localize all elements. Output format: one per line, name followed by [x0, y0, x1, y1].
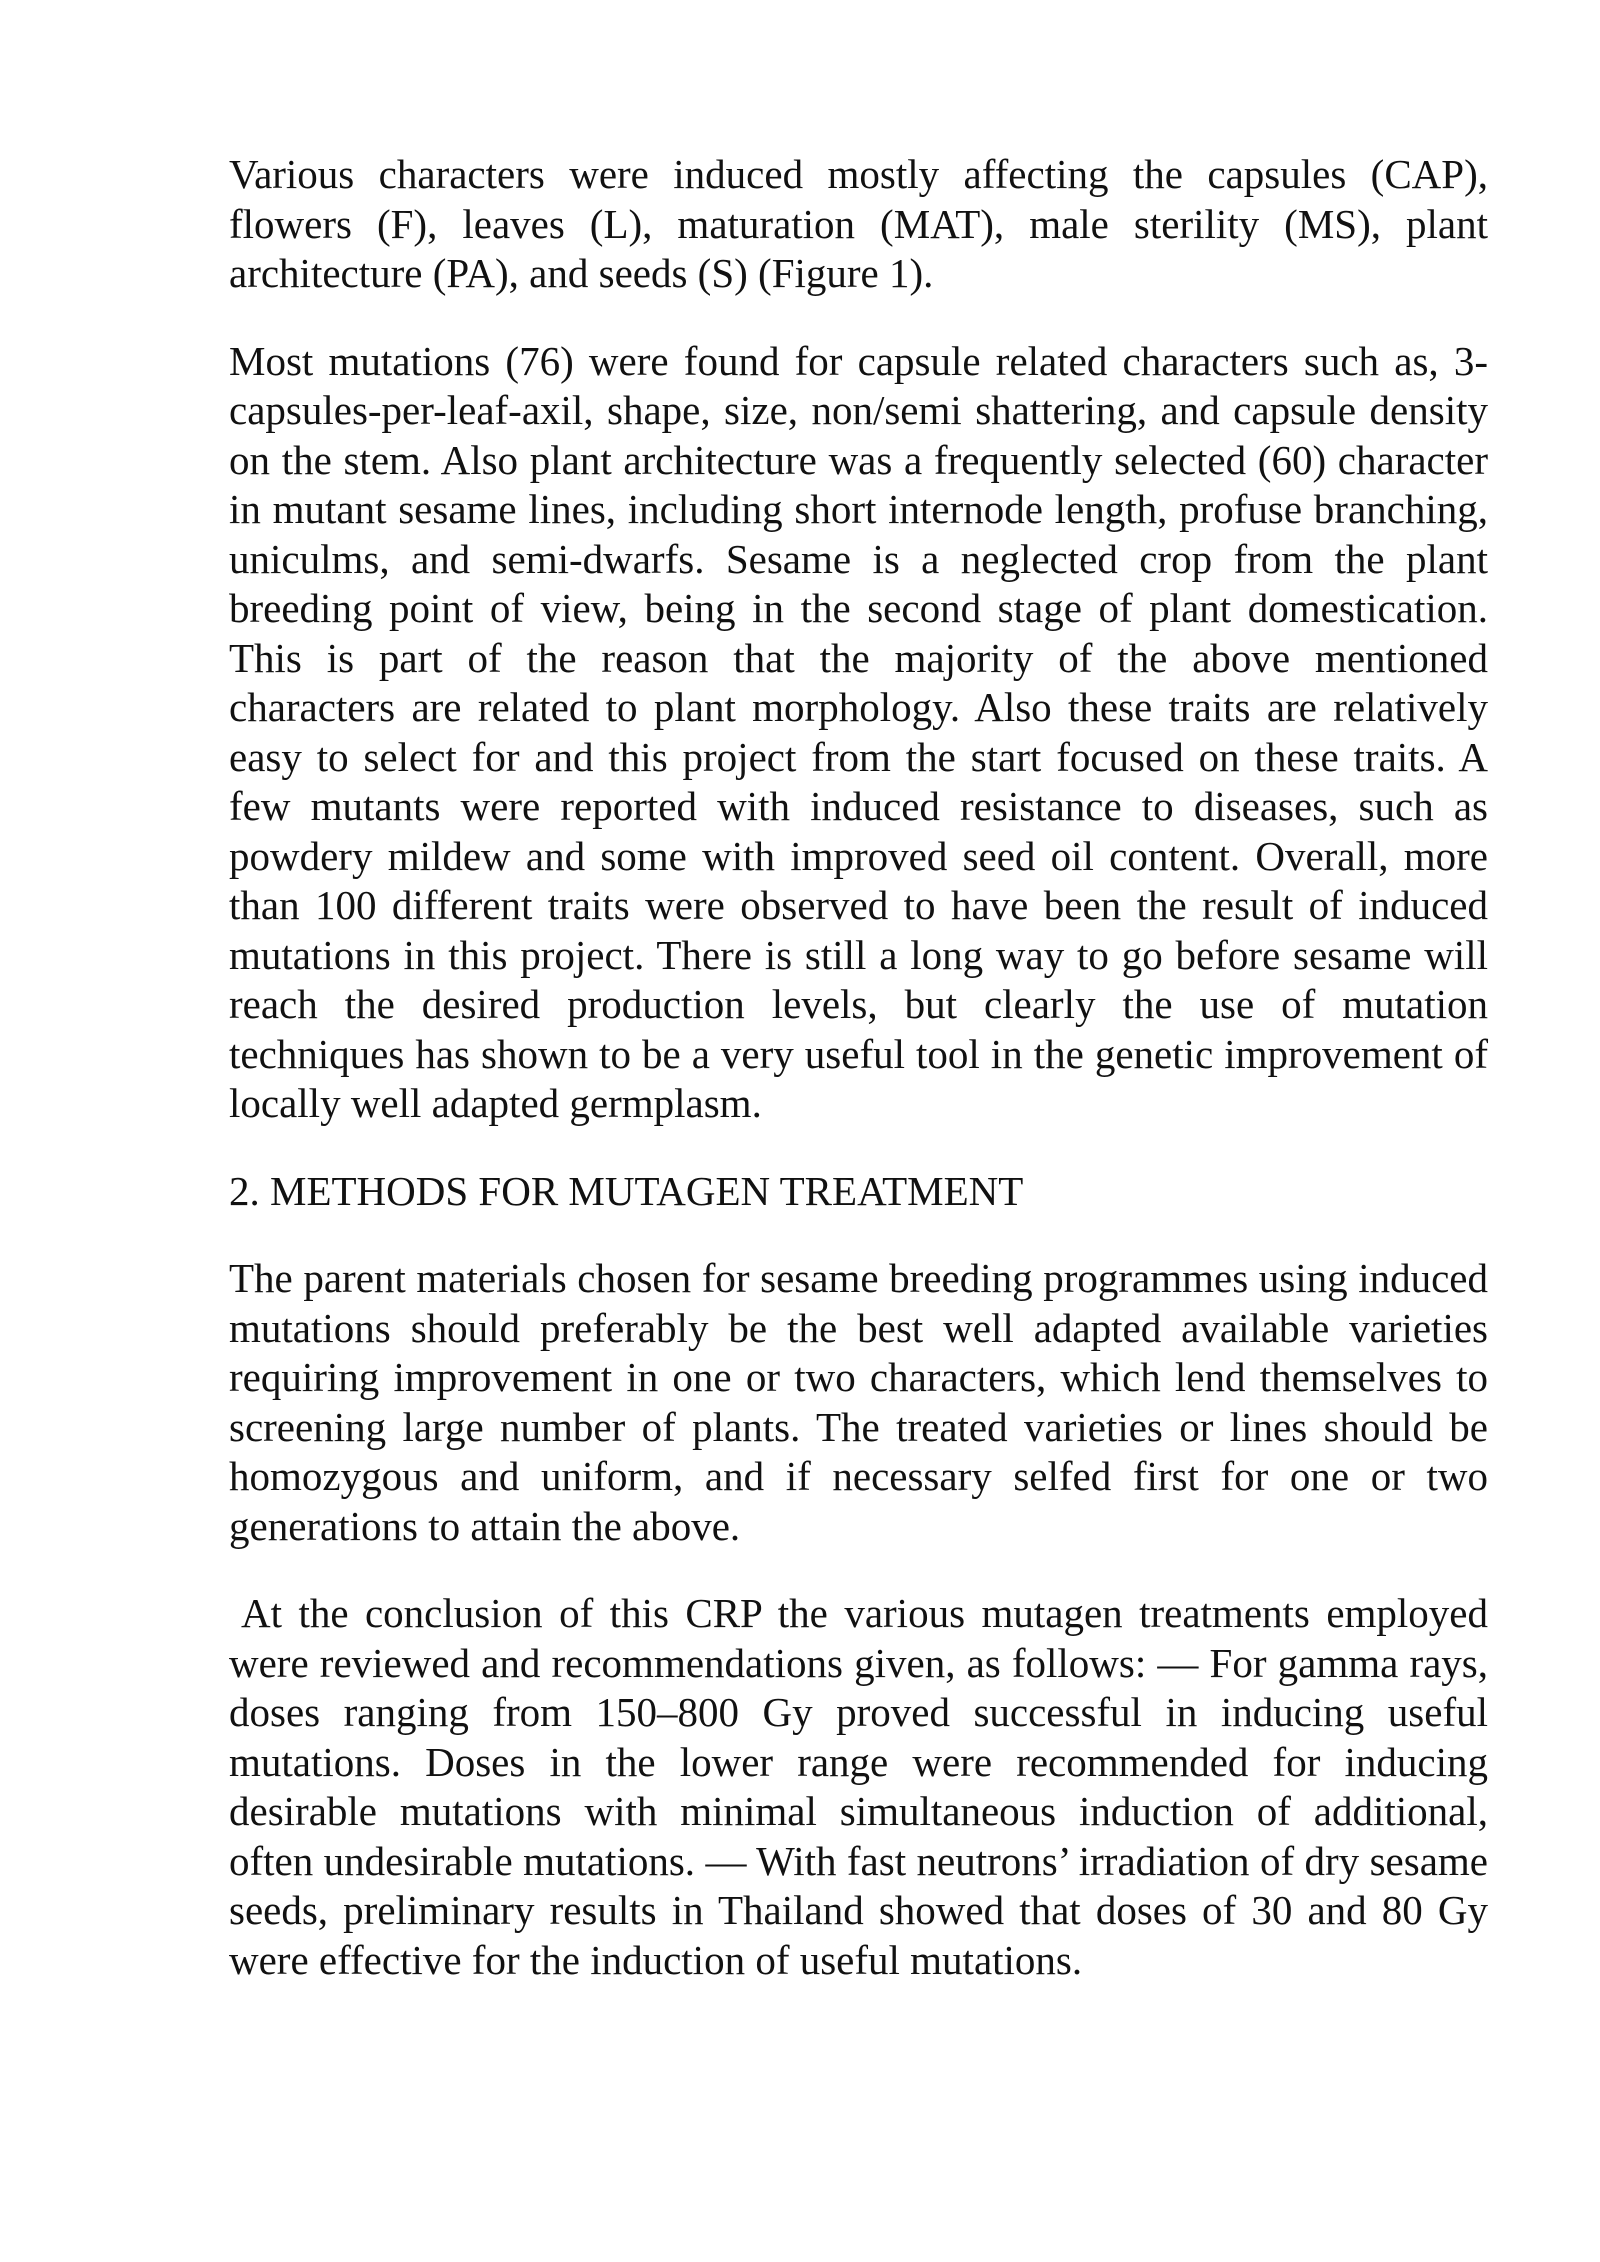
paragraph-mutation-results: Most mutations (76) were found for capsule related characters such as, 3-capsules-per-leaf-axil, shape, size, non/semi shattering, and capsule density on the stem. Also plant architecture was a frequently selected (60) character in mutant sesame lines, including short internode length, profuse branching, uniculms, and semi-dwarfs. Sesame is a neglected crop from the plant breeding point of view, being in the second stage of plant domestication. This is part of the reason that the majority of the above mentioned characters are related to plant morphology. Also these traits are relatively easy to select for and this project from the start focused on these traits. A few mutants were reported with induced resistance to diseases, such as powdery mildew and some with improved seed oil content. Overall, more than 100 different traits were observed to have been the result of induced mutations in this project. There is still a long way to go before sesame will reach the desired production levels, but clearly the use of mutation techniques has shown to be a very useful tool in the genetic improvement of locally well adapted germplasm.	[229, 337, 1488, 1126]
paragraph-parent-materials: The parent materials chosen for sesame breeding programmes using induced mutations should preferably be the best well adapted available varieties requiring improvement in one or two characters, which lend themselves to screening large number of plants. The treated varieties or lines should be homozygous and uniform, and if necessary selfed first for one or two generations to attain the above.	[229, 1255, 1488, 1549]
section-heading-methods: 2. METHODS FOR MUTAGEN TREATMENT	[229, 1167, 1024, 1214]
paragraph-mutagen-recommendations: At the conclusion of this CRP the various mutagen treatments employed were reviewed and recommendations given, as follows: — For gamma rays, doses ranging from 150–800 Gy proved successful in inducing useful mutations. Doses in the lower range were recommended for inducing desirable mutations with minimal simultaneous induction of additional, often undesirable mutations. — With fast neutrons’ irradiation of dry sesame seeds, preliminary results in Thailand showed that doses of 30 and 80 Gy were effective for the induction of useful mutations.	[229, 1590, 1488, 1983]
document-page	[229, 150, 1488, 2023]
paragraph-induced-characters: Various characters were induced mostly affecting the capsules (CAP), flowers (F), leaves (L), maturation (MAT), male sterility (MS), plant architecture (PA), and seeds (S) (Figure 1).	[229, 151, 1488, 296]
